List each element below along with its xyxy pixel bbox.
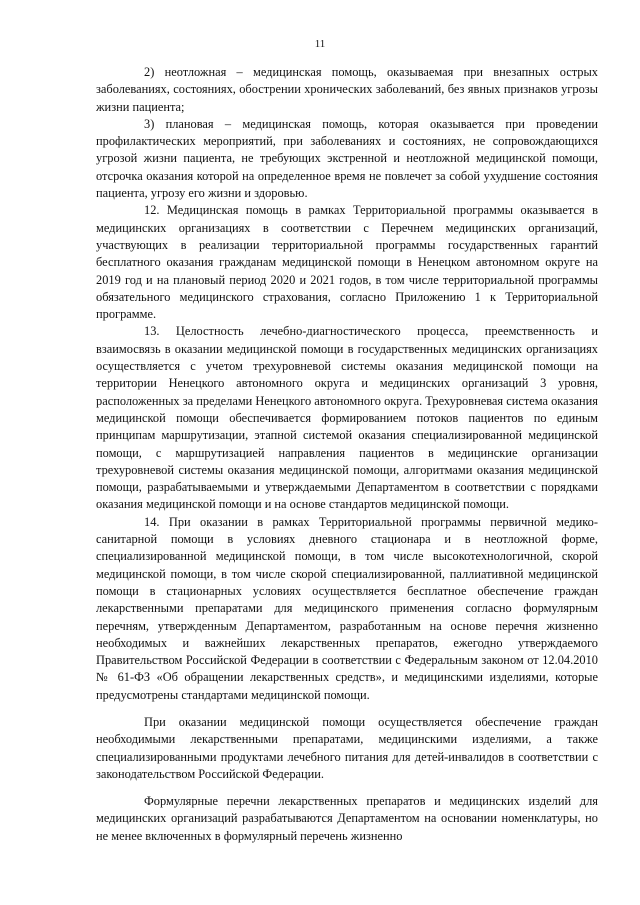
page-number: 11 [314,38,326,50]
paragraph-planned-care: 3) плановая – медицинская помощь, которая оказывается при проведении профилактических мероприятий, при заболеваниях и состояниях, не сопровождающихся угрозой жизни пациента, не требующих экстренной и неотложной медицинской помощи, отсрочка оказания которой на определенное время не повлечет за собой ухудшение состояния пациента, угрозу его жизни и здоровью. [96,116,598,201]
paragraph-provision: При оказании медицинской помощи осуществляется обеспечение граждан необходимыми лекарственными препаратами, медицинскими изделиями, а также специализированными продуктами лечебного питания для детей-инвалидов в соответствии с законодательством Российской Федерации. [96,714,598,781]
paragraph-formulary: Формулярные перечни лекарственных препаратов и медицинских изделий для медицинских организаций разрабатываются Департаментом на основании номенклатуры, но не менее включенных в формулярный перечень жизненно [96,794,598,843]
paragraph-14: 14. При оказании в рамках Территориальной программы первичной медико-санитарной помощи в условиях дневного стационара и в неотложной форме, специализированной медицинской помощи, в том числе высокотехнологичной, скорой медицинской помощи, в том числе скорой специализированной, паллиативной медицинской помощи в стационарных условиях осуществляется бесплатное обеспечение граждан лекарственными препаратами для медицинского применения согласно формулярным перечням, утвержденным Департаментом, разработанным на основе перечня жизненно необходимых и важнейших лекарственных препаратов, ежегодно утверждаемого Правительством Российской Федерации в соответствии с Федеральным законом от 12.04.2010 № 61-ФЗ «Об обращении лекарственных средств», и медицинскими изделиями, которые предусмотрены стандартами медицинской помощи. [96,514,598,702]
paragraph-urgent-care: 2) неотложная – медицинская помощь, оказываемая при внезапных острых заболеваниях, состояниях, обострении хронических заболеваний, без явных признаков угрозы жизни пациента; [96,65,598,114]
paragraph-12: 12. Медицинская помощь в рамках Территориальной программы оказывается в медицинских организациях в соответствии с Перечнем медицинских организаций, участвующих в реализации территориальной программы государственных гарантий бесплатного оказания гражданам медицинской помощи в Ненецком автономном округе на 2019 год и на плановый период 2020 и 2021 годов, в том числе территориальной программы обязательного медицинского страхования, согласно Приложению 1 к Территориальной программе. [96,203,598,322]
paragraph-13: 13. Целостность лечебно-диагностического процесса, преемственность и взаимосвязь в оказании медицинской помощи в государственных медицинских организациях осуществляется с учетом трехуровневой системы оказания медицинской помощи на территории Ненецкого автономного округа и медицинских организаций 3 уровня, расположенных за пределами Ненецкого автономного округа. Трехуровневая система оказания медицинской помощи обеспечивается формированием потоков пациентов по единым принципам маршрутизации, этапной системой оказания специализированной медицинской помощи, с маршрутизацией направления пациентов в медицинские организации трехуровневой системы оказания медицинской помощи, алгоритмами оказания медицинской помощи, разрабатываемыми и утверждаемыми Департаментом в соответствии с порядками оказания медицинской помощи и на основе стандартов медицинской помощи. [96,324,598,512]
document-body [96,64,598,845]
